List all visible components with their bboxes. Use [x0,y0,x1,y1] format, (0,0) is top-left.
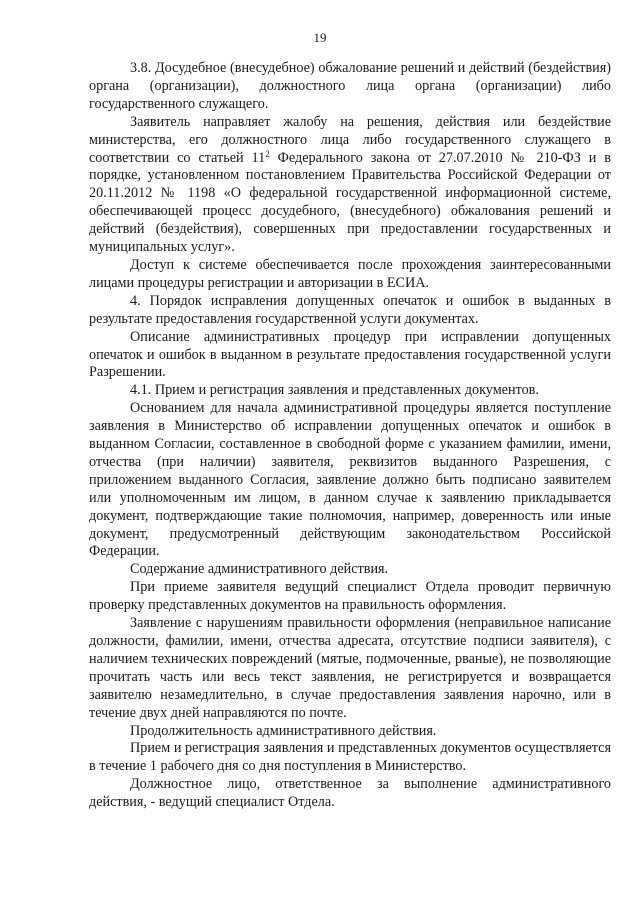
paragraph-procedure-description: Описание административных процедур при исправлении допущенных опечаток и ошибок в выданном в результате предоставления государственной услуги Разрешении. [89,328,611,381]
complaint-text-part-2: Федерального закона от 27.07.2010 № 210-ФЗ и в порядке, установленном постановлением Правительства Российской Федерации от 20.11.2012 № 1198 «О федеральной государственной информационной системе, обеспечивающей процесс досудебного, (внесудебного) обжалования решений и действий (бездействия), совершенных при предоставлении государственных и муниципальных услуг». [89,149,611,256]
paragraph-initial-check: При приеме заявителя ведущий специалист Отдела проводит первичную проверку представленных документов на правильность оформления. [89,579,611,614]
paragraph-section-3-8-heading: 3.8. Досудебное (внесудебное) обжалование решений и действий (бездействия) органа (организации), должностного лица органа (организации) либо государственного служащего. [89,60,611,112]
complaint-text-part-1: Заявитель направляет жалобу на решения, действия или бездействие министерства, его должностного лица либо государственного служащего в соответствии со статьей 11 [89,113,611,166]
paragraph-complaint-procedure [89,114,611,257]
paragraph-system-access: Доступ к системе обеспечивается после прохождения заинтересованными лицами процедуры регистрации и авторизации в ЕСИА. [89,256,611,291]
paragraph-section-4-heading: 4. Порядок исправления допущенных опечаток и ошибок в выданных в результате предоставления государственной услуги документах. [89,292,611,327]
paragraph-registration-term: Прием и регистрация заявления и представленных документов осуществляется в течение 1 рабочего дня со дня поступления в Министерство. [89,740,611,775]
paragraph-rejection-rules: Заявление с нарушениям правильности оформления (неправильное написание должности, фамилии, имени, отчества адресата, отсутствие подписи заявителя), с наличием технических повреждений (мятые, подмоченные, рваные), не позволяющие прочитать часть или весь текст заявления, не регистрируется и возвращается заявителю незамедлительно, в случае предоставления заявления нарочно, или в течение двух дней направляются по почте. [89,615,611,721]
paragraph-duration-heading: Продолжительность административного действия. [130,722,437,739]
paragraph-procedure-basis: Основанием для начала административной процедуры является поступление заявления в Министерство об исправлении допущенных опечаток и ошибок в выданном Согласии, составленное в свободной форме с указанием фамилии, имени, отчества (при наличии) заявителя, реквизитов выданного Разрешения, с приложением выданного Согласия, заявление должно быть подписано заявителем или уполномоченным им лицом, в данном случае к заявлению прикладывается документ, подтверждающие такие полномочия, например, доверенность или иные документ, предусмотренный действующим законодательством Российской Федерации. [89,400,611,560]
document-body [89,60,611,812]
article-superscript: 2 [265,148,270,159]
paragraph-section-4-1-heading: 4.1. Прием и регистрация заявления и представленных документов. [130,382,539,399]
paragraph-responsible-official: Должностное лицо, ответственное за выполнение административного действия, - ведущий специалист Отдела. [89,776,611,811]
paragraph-action-content-heading: Содержание административного действия. [130,561,389,578]
page-number: 19 [313,30,327,45]
